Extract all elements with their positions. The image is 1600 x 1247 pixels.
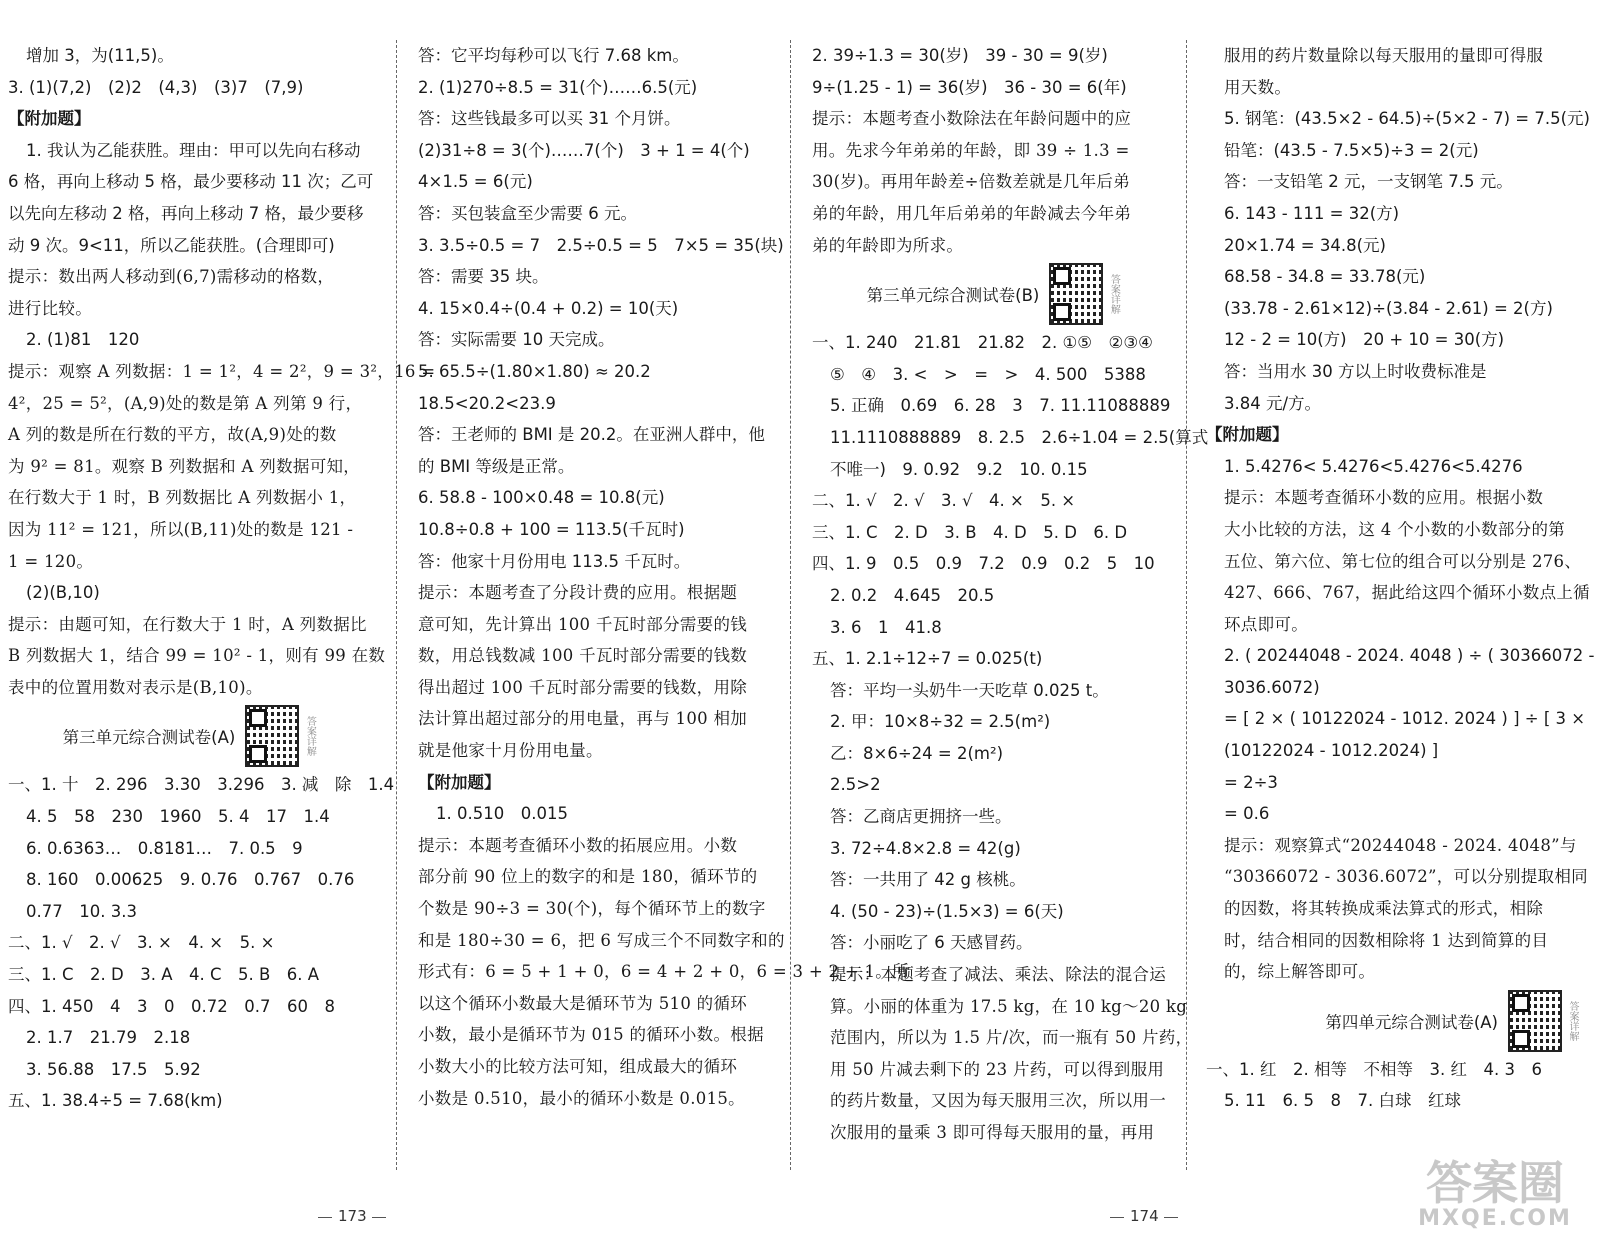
text-line: 答：乙商店更拥挤一些。 [830,807,1012,827]
text-line: 以先向左移动 2 格，再向上移动 7 格，最少要移 [8,203,364,223]
section-title-block [1206,988,1578,1054]
hint-line: 用 50 片减去剩下的 23 片药，可以得到服用 [830,1059,1165,1079]
hint-line: 意可知，先计算出 100 千瓦时部分需要的钱 [418,614,748,634]
hint-line: 算。小丽的体重为 17.5 kg，在 10 kg～20 kg [830,996,1188,1016]
hint-line: 提示：数出两人移动到(6,7)需移动的格数， [8,267,335,287]
text-line: (33.78 - 2.61×12)÷(3.84 - 2.61) = 2(方) [1224,298,1553,318]
section-heading: 【附加题】 [1206,425,1289,445]
text-line: = 2÷3 [1224,772,1278,792]
text-line: 20×1.74 = 34.8(元) [1224,235,1386,255]
text-line: 5. 11 6. 5 8 7. 白球 红球 [1224,1091,1461,1111]
text-line: 答：实际需要 10 天完成。 [418,330,615,350]
section-title: 第四单元综合测试卷(A) [1325,1012,1498,1032]
hint-line: 提示：本题考查了分段计费的应用。根据题 [418,583,738,603]
hint-line: 用天数。 [1224,77,1292,97]
watermark [1395,1156,1595,1240]
text-line: 2.5>2 [830,775,881,795]
hint-line: 小数是 0.510，最小的循环小数是 0.015。 [418,1088,745,1108]
hint-line: 在行数大于 1 时，B 列数据比 A 列数据小 1， [8,488,357,508]
hint-line: 形式有：6 = 5 + 1 + 0，6 = 4 + 2 + 0，6 = 3 + 2 + 1。所 [418,962,909,982]
text-line: 3036.6072) [1224,677,1320,697]
text-line: 二、1. √ 2. √ 3. × 4. × 5. × [8,933,275,953]
text-line: 6 格，再向上移动 5 格，最少要移动 11 次；乙可 [8,172,374,192]
hint-line: 1 = 120。 [8,551,94,571]
text-line: 8. 160 0.00625 9. 0.76 0.767 0.76 [26,870,355,890]
hint-line: 表中的位置用数对表示是(B,10)。 [8,677,263,697]
text-line: 3. (1)(7,2) (2)2 (4,3) (3)7 (7,9) [8,77,304,97]
hint-line: 提示：本题考查了减法、乘法、除法的混合运 [830,965,1166,985]
text-line: 5. 65.5÷(1.80×1.80) ≈ 20.2 [418,361,651,381]
text-line: 答：平均一头奶牛一天吃草 0.025 t。 [830,680,1109,700]
text-line: 4. 15×0.4÷(0.4 + 0.2) = 10(天) [418,298,679,318]
text-line: 3. 6 1 41.8 [830,617,942,637]
hint-line: 提示：本题考查循环小数的应用。根据小数 [1224,488,1544,508]
text-line: 3. 56.88 17.5 5.92 [26,1059,201,1079]
hint-line: 弟的年龄，用几年后弟弟的年龄减去今年弟 [812,203,1132,223]
text-line: 答：买包装盒至少需要 6 元。 [418,203,637,223]
hint-line: A 列的数是所在行数的平方，故(A,9)处的数 [8,425,337,445]
hint-line: 服用的药片数量除以每天服用的量即可得服 [1224,46,1544,65]
text-line: 答：他家十月份用电 113.5 千瓦时。 [418,551,691,571]
text-line: 2. 0.2 4.645 20.5 [830,585,995,605]
text-line: (10122024 - 1012.2024) ] [1224,741,1439,761]
text-line: 1. 5.4276< 5.4276<5.4276<5.4276 [1224,456,1523,476]
hint-line: 进行比较。 [8,298,92,318]
hint-line: 的药片数量，又因为每天服用三次，所以用一 [830,1091,1166,1111]
text-line: 1. 我认为乙能获胜。理由：甲可以先向右移动 [26,140,361,160]
text-line: 5. 正确 0.69 6. 28 3 7. 11.11088889 [830,396,1171,416]
text-line: 五、1. 38.4÷5 = 7.68(km) [8,1091,223,1111]
hint-line: “30366072 - 3036.6072”，可以分别提取相同 [1224,867,1588,887]
section-heading: 【附加题】 [8,109,91,129]
hint-line: 提示：本题考查循环小数的拓展应用。小数 [418,835,738,855]
hint-line: 以这个循环小数最大是循环节为 510 的循环 [418,993,748,1013]
hint-line: 弟的年龄即为所求。 [812,235,964,255]
page-number-rule [1164,1217,1178,1218]
hint-line: 次服用的量乘 3 即可得每天服用的量，再用 [830,1123,1155,1142]
text-line: 6. 0.6363… 0.8181… 7. 0.5 9 [26,838,303,858]
text-line: 增加 3，为(11,5)。 [26,46,174,65]
text-line: 12 - 2 = 10(方) 20 + 10 = 30(方) [1224,330,1505,350]
text-line: 5. 钢笔：(43.5×2 - 64.5)÷(5×2 - 7) = 7.5(元) [1224,109,1590,129]
text-line: 6. 58.8 - 100×0.48 = 10.8(元) [418,488,665,508]
text-line: 答：它平均每秒可以飞行 7.68 km。 [418,46,689,65]
text-line: 答：当用水 30 方以上时收费标准是 [1224,361,1487,381]
text-line: = [ 2 × ( 10122024 - 1012. 2024 ) ] ÷ [ 3 × [1224,709,1586,729]
hint-line: 范围内，所以为 1.5 片/次，而一瓶有 50 片药， [830,1028,1193,1048]
hint-line: 小数大小的比较方法可知，组成最大的循环 [418,1057,738,1076]
hint-line: 大小比较的方法，这 4 个小数的小数部分的第 [1224,519,1566,539]
text-line: 3. 3.5÷0.5 = 7 2.5÷0.5 = 5 7×5 = 35(块) [418,235,784,255]
text-line: 1. 0.510 0.015 [436,804,568,824]
page-number-rule [318,1217,332,1218]
text-line: 答：小丽吃了 6 天感冒药。 [830,933,1033,953]
text-line: 不唯一) 9. 0.92 9.2 10. 0.15 [830,459,1088,479]
column-divider [396,40,397,1170]
qr-caption: 答案详解 [1108,274,1120,315]
hint-line: 提示：本题考查小数除法在年龄问题中的应 [812,109,1132,129]
column-3 [812,40,1209,1200]
hint-line: 时，结合相同的因数相除将 1 达到简算的目 [1224,930,1549,950]
watermark-text: 答案圈 [1426,1156,1564,1210]
column-1 [8,40,436,1200]
text-line: ⑤ ④ 3. < > = > 4. 500 5388 [830,364,1146,384]
hint-line: 427、666、767，据此给这四个循环小数点上循 [1224,583,1590,603]
text-line: 答：一共用了 42 g 核桃。 [830,870,1026,890]
text-line: 乙：8×6÷24 = 2(m²) [830,743,1004,763]
hint-line: 个数是 90÷3 = 30(个)，每个循环节上的数字 [418,899,766,919]
hint-line: 数，用总钱数减 100 千瓦时部分需要的钱数 [418,646,748,666]
text-line: 一、1. 十 2. 296 3.30 3.296 3. 减 除 1.4 [8,775,395,795]
text-line: 2. 1.7 21.79 2.18 [26,1028,191,1048]
section-title-block [8,703,370,769]
text-line: 五、1. 2.1÷12÷7 = 0.025(t) [812,649,1043,669]
hint-line: 用。先求今年弟弟的年龄，即 39 ÷ 1.3 = [812,140,1130,160]
text-line: 的 BMI 等级是正常。 [418,456,575,476]
hint-line: 因为 11² = 121，所以(B,11)处的数是 121 - [8,519,354,539]
hint-line: 4²，25 = 5²，(A,9)处的数是第 A 列第 9 行， [8,393,363,413]
text-line: 答：需要 35 块。 [418,267,549,287]
text-line: 10.8÷0.8 + 100 = 113.5(千瓦时) [418,519,685,539]
hint-line: 为 9² = 81。观察 B 列数据和 A 列数据可知， [8,456,361,476]
hint-line: 五位、第六位、第七位的组合可以分别是 276、 [1224,551,1582,571]
text-line: 三、1. C 2. D 3. B 4. D 5. D 6. D [812,522,1128,542]
hint-line: 环点即可。 [1224,614,1308,634]
text-line: 4×1.5 = 6(元) [418,172,533,192]
page-number-right: 174 [1130,1207,1159,1225]
page-number-left: 173 [338,1207,367,1225]
text-line: 9÷(1.25 - 1) = 36(岁) 36 - 30 = 6(年) [812,77,1127,97]
hint-line: 小数，最小是循环节为 015 的循环小数。根据 [418,1025,764,1045]
hint-line: 的，综上解答即可。 [1224,962,1376,982]
hint-line: 提示：观察 A 列数据：1 = 1²，4 = 2²，9 = 3²，16 = [8,361,436,381]
text-line: 2. 甲：10×8÷32 = 2.5(m²) [830,712,1051,732]
text-line: (2)(B,10) [26,583,100,603]
text-line: 2. ( 20244048 - 2024. 4048 ) ÷ ( 30366072 - [1224,646,1595,666]
text-line: 四、1. 9 0.5 0.9 7.2 0.9 0.2 5 10 [812,554,1155,574]
qr-code-icon[interactable] [1508,990,1562,1052]
page-number-rule [1110,1217,1124,1218]
hint-line: 就是他家十月份用电量。 [418,741,603,761]
qr-code-icon[interactable] [245,705,299,767]
text-line: 6. 143 - 111 = 32(方) [1224,203,1400,223]
text-line: (2)31÷8 = 3(个)……7(个) 3 + 1 = 4(个) [418,140,750,160]
hint-line: 提示：由题可知，在行数大于 1 时，A 列数据比 [8,614,367,634]
hint-line: 法计算出超过部分的用电量，再与 100 相加 [418,709,748,729]
text-line: 2. 39÷1.3 = 30(岁) 39 - 30 = 9(岁) [812,46,1108,65]
section-title-block [812,261,1174,327]
text-line: 3. 72÷4.8×2.8 = 42(g) [830,838,1021,858]
text-line: 答：这些钱最多可以买 31 个月饼。 [418,109,681,129]
hint-line: 提示：观察算式“20244048 - 2024. 4048”与 [1224,835,1577,855]
text-line: 0.77 10. 3.3 [26,901,137,921]
qr-caption: 答案详解 [1567,1000,1578,1041]
text-line: 答：王老师的 BMI 是 20.2。在亚洲人群中，他 [418,425,765,445]
text-line: 答：一支铅笔 2 元，一支钢笔 7.5 元。 [1224,172,1513,192]
text-line: 一、1. 红 2. 相等 不相等 3. 红 4. 3 6 [1206,1059,1542,1079]
text-line: 4. (50 - 23)÷(1.5×3) = 6(天) [830,901,1064,921]
text-line: 3.84 元/方。 [1224,393,1322,413]
text-line: 11.1110888889 8. 2.5 2.6÷1.04 = 2.5(算式 [830,427,1209,447]
qr-caption: 答案详解 [304,716,316,757]
page-number-rule [372,1217,386,1218]
text-line: 二、1. √ 2. √ 3. √ 4. × 5. × [812,491,1076,511]
hint-line: 和是 180÷30 = 6，把 6 写成三个不同数字和的 [418,930,785,950]
text-line: 2. (1)81 120 [26,330,140,350]
column-4 [1206,40,1595,1200]
hint-line: 的因数，将其转换成乘法算式的形式，相除 [1224,899,1544,919]
text-line: 2. (1)270÷8.5 = 31(个)……6.5(元) [418,77,698,97]
hint-line: 30(岁)。再用年龄差÷倍数差就是几年后弟 [812,172,1130,192]
text-line: 三、1. C 2. D 3. A 4. C 5. B 6. A [8,965,320,985]
text-line: 68.58 - 34.8 = 33.78(元) [1224,267,1426,287]
section-heading: 【附加题】 [418,772,501,792]
text-line: 4. 5 58 230 1960 5. 4 17 1.4 [26,807,330,827]
text-line: = 0.6 [1224,804,1270,824]
hint-line: B 列数据大 1，结合 99 = 10² - 1，则有 99 在数 [8,646,386,666]
text-line: 铅笔：(43.5 - 7.5×5)÷3 = 2(元) [1224,140,1479,160]
watermark-url: MXQE.COM [1418,1206,1572,1231]
text-line: 一、1. 240 21.81 21.82 2. ①⑤ ②③④ [812,333,1153,353]
column-divider [790,40,791,1170]
hint-line: 部分前 90 位上的数字的和是 180，循环节的 [418,867,758,887]
text-line: 动 9 次。9<11，所以乙能获胜。(合理即可) [8,235,335,255]
text-line: 四、1. 450 4 3 0 0.72 0.7 60 8 [8,996,335,1016]
hint-line: 得出超过 100 千瓦时部分需要的钱数，用除 [418,677,748,697]
section-title: 第三单元综合测试卷(B) [866,286,1040,306]
qr-code-icon[interactable] [1049,263,1103,325]
text-line: 18.5<20.2<23.9 [418,393,556,413]
section-title: 第三单元综合测试卷(A) [62,728,236,748]
